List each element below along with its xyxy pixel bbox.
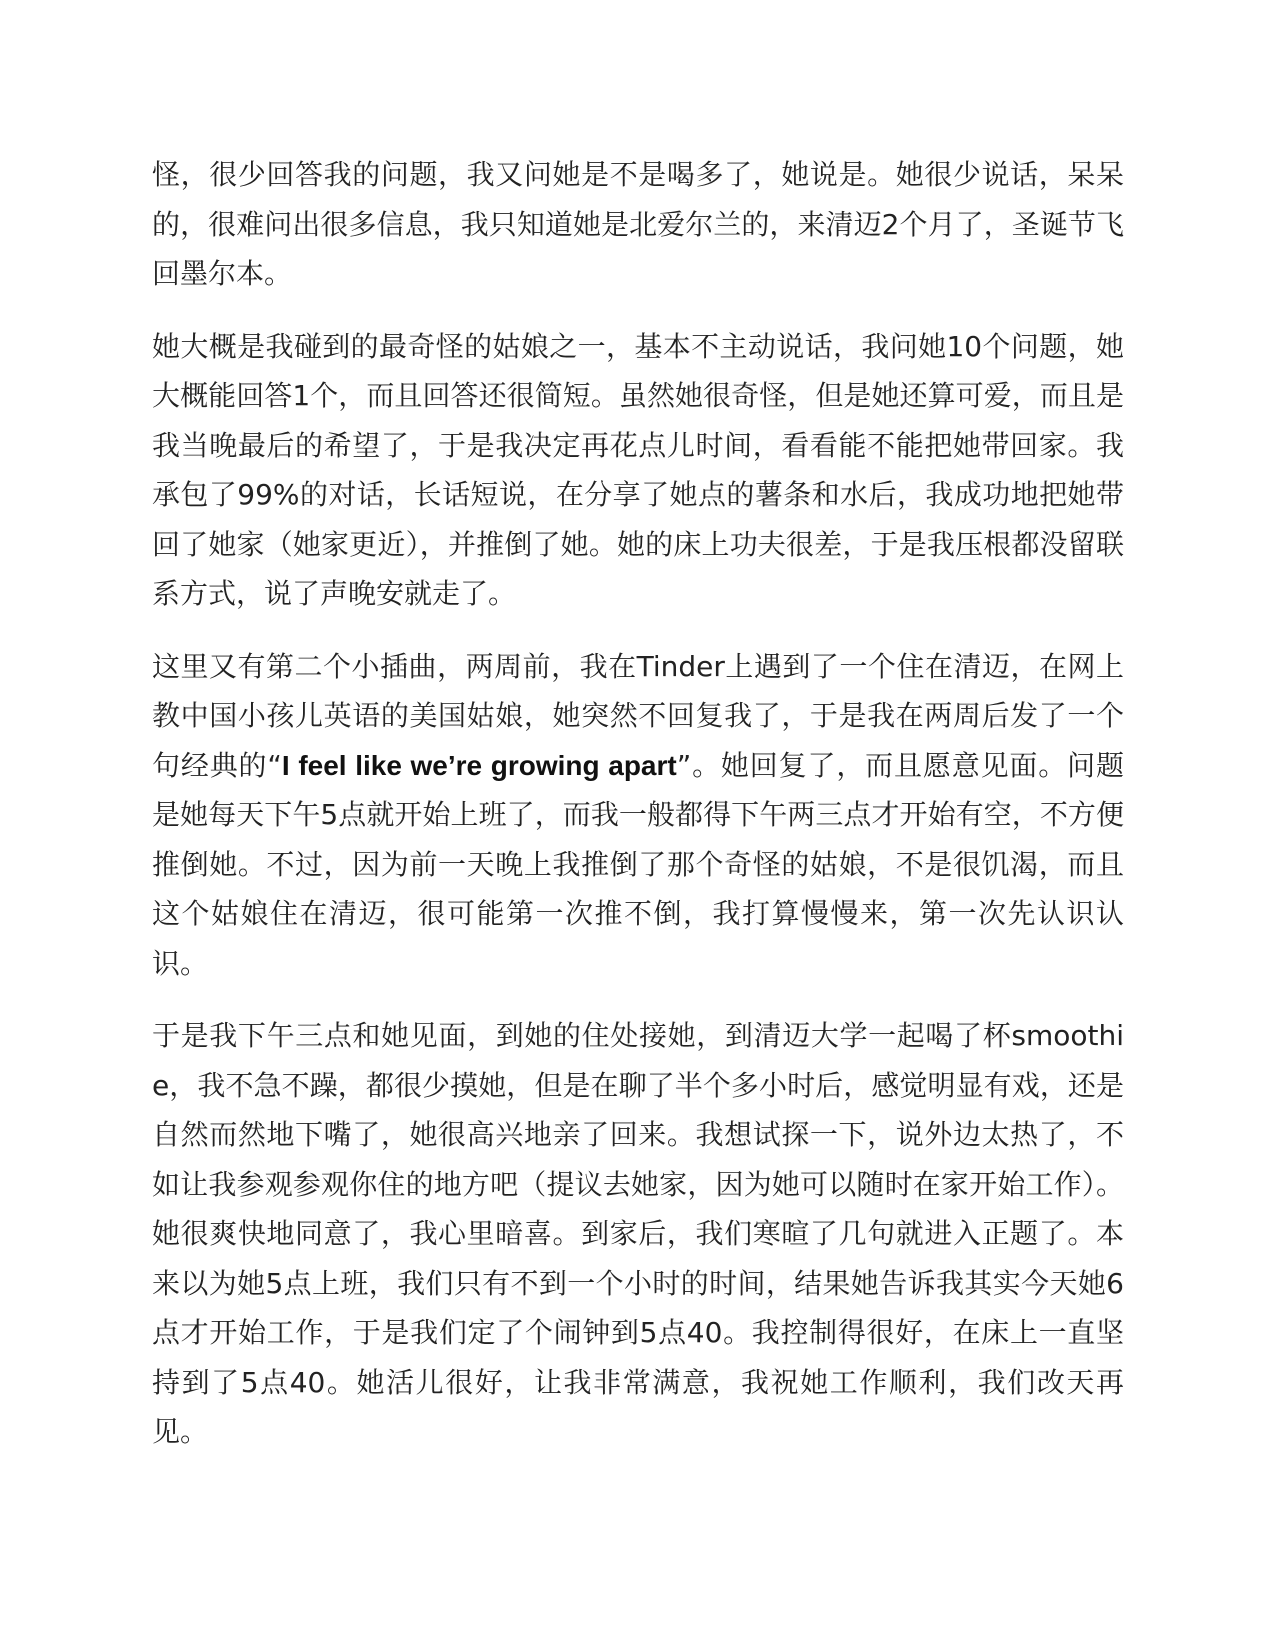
paragraph-4 xyxy=(152,1011,1124,1457)
paragraph-3-text-before: 这里又有第二个小插曲，两周前，我在Tinder上遇到了一个住在清迈，在网上教中国小孩儿英语的美国姑娘，她突然不回复我了，于是我在两周后发了一个句经典的“ xyxy=(152,649,1124,782)
paragraph-1 xyxy=(152,150,1124,299)
paragraph-3-emphasis-quote: I feel like we’re growing apart xyxy=(281,749,677,781)
paragraph-3-text-after: ”。她回复了，而且愿意见面。问题是她每天下午5点就开始上班了，而我一般都得下午两三点才开始有空，不方便推倒她。不过，因为前一天晚上我推倒了那个奇怪的姑娘，不是很饥渴，而且这个姑娘住在清迈，很可能第一次推不倒，我打算慢慢来，第一次先认识认识。 xyxy=(152,748,1124,980)
paragraph-2 xyxy=(152,322,1124,619)
paragraph-4-text: 于是我下午三点和她见面，到她的住处接她，到清迈大学一起喝了杯smoothie，我不急不躁，都很少摸她，但是在聊了半个多小时后，感觉明显有戏，还是自然而然地下嘴了，她很高兴地亲了回来。我想试探一下，说外边太热了，不如让我参观参观你住的地方吧（提议去她家，因为她可以随时在家开始工作）。她很爽快地同意了，我心里暗喜。到家后，我们寒暄了几句就进入正题了。本来以为她5点上班，我们只有不到一个小时的时间，结果她告诉我其实今天她6点才开始工作，于是我们定了个闹钟到5点40。我控制得很好，在床上一直坚持到了5点40。她活儿很好，让我非常满意，我祝她工作顺利，我们改天再见。 xyxy=(152,1019,1124,1448)
document-body xyxy=(152,150,1124,1480)
paragraph-1-text: 怪，很少回答我的问题，我又问她是不是喝多了，她说是。她很少说话，呆呆的，很难问出很多信息，我只知道她是北爱尔兰的，来清迈2个月了，圣诞节飞回墨尔本。 xyxy=(152,158,1124,290)
paragraph-3 xyxy=(152,642,1124,989)
paragraph-2-text: 她大概是我碰到的最奇怪的姑娘之一，基本不主动说话，我问她10个问题，她大概能回答1个，而且回答还很简短。虽然她很奇怪，但是她还算可爱，而且是我当晚最后的希望了，于是我决定再花点儿时间，看看能不能把她带回家。我承包了99%的对话，长话短说，在分享了她点的薯条和水后，我成功地把她带回了她家（她家更近），并推倒了她。她的床上功夫很差，于是我压根都没留联系方式，说了声晚安就走了。 xyxy=(152,329,1124,610)
